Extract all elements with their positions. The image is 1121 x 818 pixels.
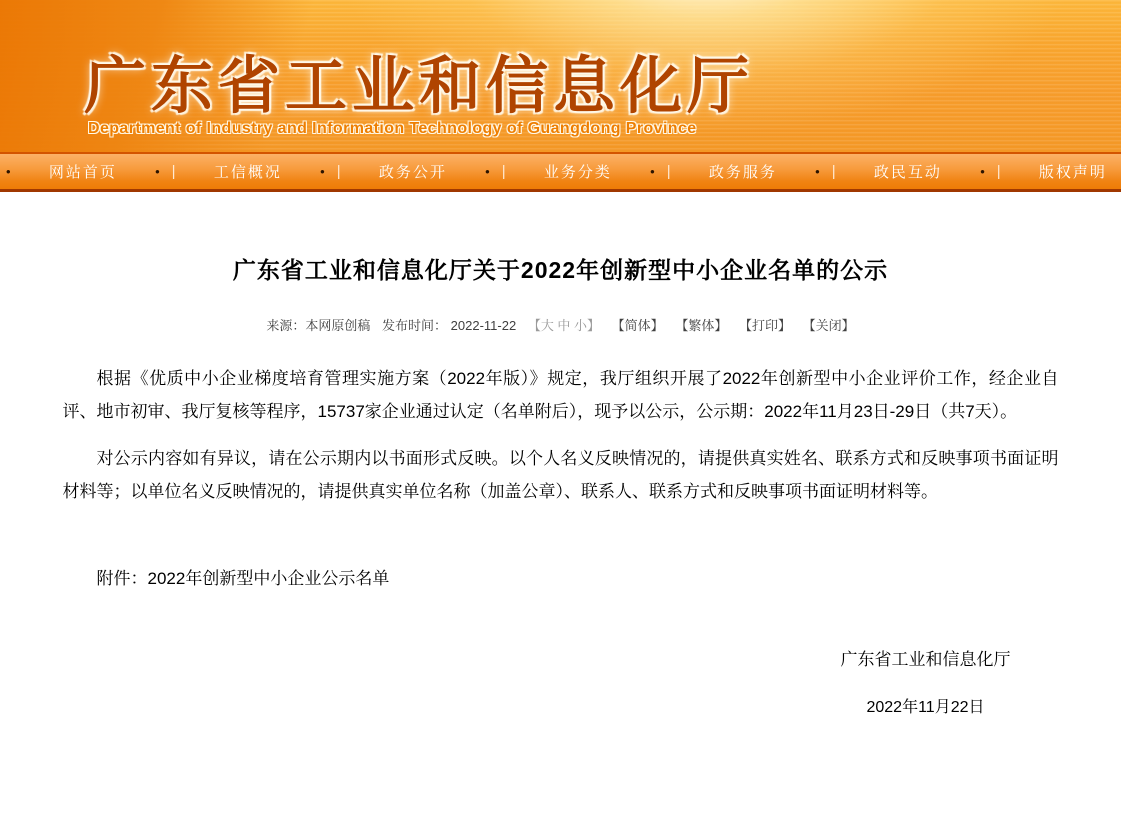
nav-separator [815,163,835,180]
attachment-link[interactable]: 附件：2022年创新型中小企业公示名单 [96,569,390,588]
article-content [63,192,1059,717]
print-button[interactable]: 【打印】 [738,318,791,333]
traditional-chinese-button[interactable]: 【繁体】 [675,318,728,333]
nav-pipe-divider: | [501,163,506,180]
signature-date: 2022年11月22日 [866,699,985,716]
article-meta [63,315,1059,334]
nav-bullet-icon: • [980,164,985,179]
nav-pipe-divider: | [666,163,671,180]
meta-source: 来源：本网原创稿 [266,318,371,333]
nav-separator [485,163,505,180]
nav-item-overview[interactable]: 工信概况 [213,164,282,181]
nav-pipe-divider: | [336,163,341,180]
article-title: 广东省工业和信息化厅关于2022年创新型中小企业名单的公示 [232,257,889,283]
nav-bullet-icon: • [155,164,160,179]
nav-separator [155,163,175,180]
nav-pipe-divider: | [996,163,1001,180]
close-button[interactable]: 【关闭】 [802,318,855,333]
nav-separator [650,163,670,180]
nav-bullet-icon: • [6,164,11,179]
article-body [63,362,1059,522]
nav-item-gov-services[interactable]: 政务服务 [708,164,777,181]
site-title: 广东省工业和信息化厅 [84,52,755,121]
nav-separator [980,163,1000,180]
nav-item-home[interactable]: 网站首页 [48,164,117,181]
nav-bullet-icon: • [650,164,655,179]
main-nav [0,152,1121,192]
paragraph-2: 对公示内容如有异议，请在公示期内以书面形式反映。以个人名义反映情况的，请提供真实姓名、联系方式和反映事项书面证明材料等；以单位名义反映情况的，请提供真实单位名称（加盖公章）、联系人、联系方式和反映事项书面证明材料等。 [62,449,1059,501]
nav-separator [320,163,340,180]
signature-block [841,645,1011,717]
meta-publish-time: 发布时间： 2022-11-22 [382,318,517,333]
site-banner [0,0,1121,152]
font-size-control[interactable]: 【大 中 小】 [527,318,601,333]
nav-bullet-icon: • [815,164,820,179]
paragraph-1: 根据《优质中小企业梯度培育管理实施方案（2022年版）》规定，我厅组织开展了2022年创新型中小企业评价工作，经企业自评、地市初审、我厅复核等程序，15737家企业通过认定（名单附后），现予以公示，公示期：2022年11月23日-29日（共7天）。 [62,369,1059,421]
nav-item-copyright[interactable]: 版权声明 [1038,164,1107,181]
simplified-chinese-button[interactable]: 【简体】 [611,318,664,333]
nav-item-business-category[interactable]: 业务分类 [543,164,612,181]
nav-pipe-divider: | [831,163,836,180]
site-subtitle-en: Department of Industry and Information Technology of Guangdong Province [88,120,697,137]
nav-pipe-divider: | [171,163,176,180]
signature-name: 广东省工业和信息化厅 [840,650,1011,669]
nav-item-gov-disclosure[interactable]: 政务公开 [378,164,447,181]
nav-bullet-icon: • [320,164,325,179]
nav-item-interaction[interactable]: 政民互动 [873,164,942,181]
nav-bullet-icon: • [485,164,490,179]
